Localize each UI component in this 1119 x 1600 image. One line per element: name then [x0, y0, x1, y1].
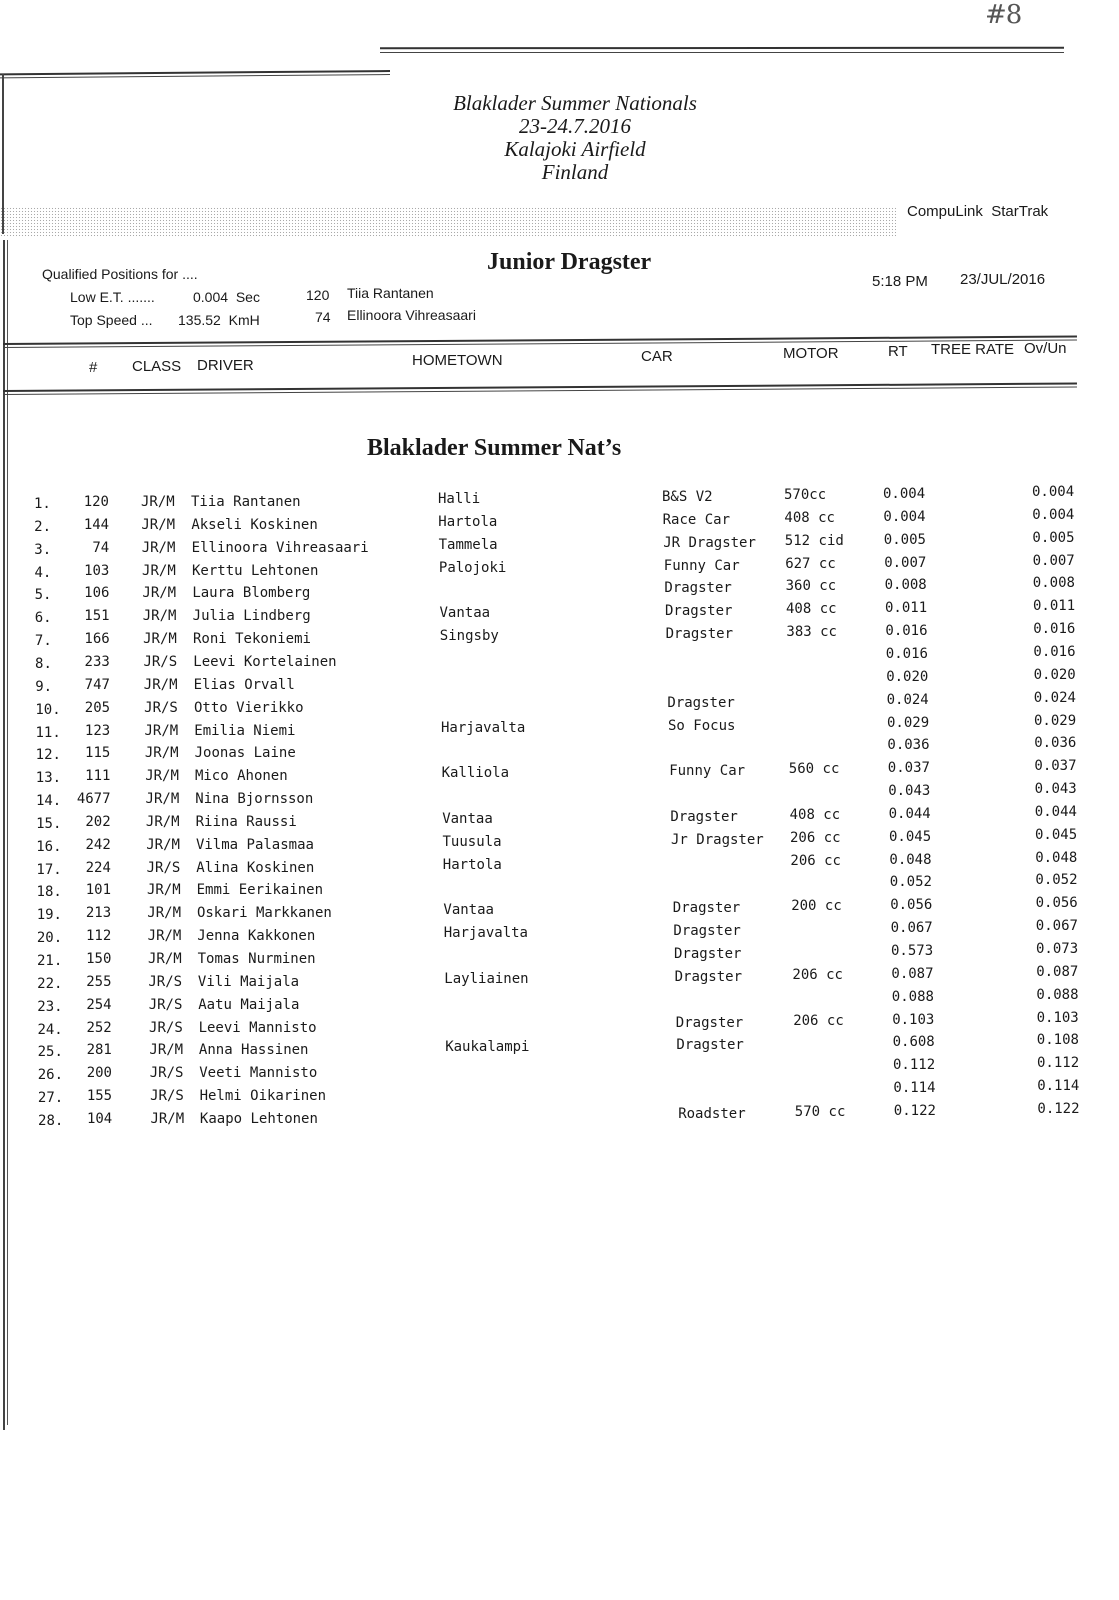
class-cell: JR/M — [141, 516, 176, 533]
rt-cell: 0.103 — [892, 1011, 935, 1028]
hometown-cell: Layliainen — [444, 970, 529, 987]
position-cell: 6. — [34, 610, 52, 627]
hometown-cell: Harjavalta — [441, 719, 526, 736]
ov-un-cell: 0.037 — [1034, 758, 1077, 775]
position-cell: 17. — [36, 861, 62, 878]
rt-cell: 0.573 — [891, 943, 934, 959]
driver-cell: Vili Maijala — [197, 973, 300, 990]
position-cell: 4. — [34, 564, 52, 581]
class-cell: JR/M — [145, 768, 179, 785]
class-cell: JR/M — [145, 813, 180, 830]
car-number-cell: 213 — [85, 905, 112, 922]
top-rule-right — [380, 47, 1064, 50]
table-row — [0, 872, 1119, 904]
driver-cell: Mico Ahonen — [194, 768, 288, 785]
car-number-cell: 74 — [92, 539, 110, 556]
position-cell: 13. — [35, 770, 62, 787]
table-row — [0, 758, 1119, 790]
top-speed-car-number: 74 — [315, 309, 331, 325]
hometown-cell: Harjavalta — [443, 925, 528, 942]
col-header-ov-un: Ov/Un — [1024, 340, 1067, 357]
col-header-driver: DRIVER — [197, 357, 254, 374]
class-cell: JR/S — [150, 1088, 184, 1105]
rt-cell: 0.114 — [893, 1080, 936, 1097]
class-cell: JR/S — [144, 699, 178, 716]
table-row — [0, 689, 1119, 722]
class-cell: JR/M — [142, 608, 177, 625]
car-cell: Funny Car — [663, 557, 740, 574]
position-cell: 24. — [37, 1021, 63, 1038]
hometown-cell: Kalliola — [441, 765, 510, 782]
ov-un-cell: 0.052 — [1035, 872, 1078, 889]
car-number-cell: 4677 — [76, 791, 111, 808]
motor-cell: 200 cc — [791, 898, 842, 915]
event-country: Finland — [541, 160, 609, 184]
rt-cell: 0.024 — [886, 691, 929, 708]
position-cell: 19. — [36, 907, 62, 924]
col-header-rt: RT — [888, 343, 908, 360]
ov-un-cell: 0.007 — [1032, 552, 1075, 569]
table-row — [0, 986, 1119, 1019]
ov-un-cell: 0.008 — [1032, 575, 1075, 592]
position-cell: 25. — [37, 1044, 63, 1061]
ov-un-cell: 0.011 — [1033, 598, 1076, 615]
class-cell: JR/M — [149, 1042, 184, 1059]
rt-cell: 0.067 — [890, 920, 933, 937]
motor-cell: 206 cc — [793, 1012, 844, 1029]
ov-un-cell: 0.020 — [1033, 666, 1076, 683]
hometown-cell: Kaukalampi — [445, 1039, 530, 1056]
car-number-cell: 242 — [85, 836, 111, 853]
col-header-tree-rate: TREE RATE — [931, 341, 1015, 358]
motor-cell: 512 cid — [784, 532, 844, 549]
table-row — [0, 529, 1119, 562]
position-cell: 16. — [36, 838, 62, 855]
hometown-cell: Halli — [438, 491, 481, 507]
car-number-cell: 101 — [85, 882, 112, 899]
car-number-cell: 150 — [86, 951, 112, 967]
table-row — [0, 849, 1119, 882]
driver-cell: Tiia Rantanen — [191, 494, 301, 510]
table-row — [0, 1078, 1119, 1110]
class-cell: JR/M — [142, 562, 176, 579]
car-cell: Dragster — [664, 580, 732, 597]
rt-cell: 0.608 — [892, 1034, 935, 1051]
position-cell: 20. — [36, 930, 63, 947]
rt-cell: 0.056 — [890, 897, 933, 914]
driver-cell: Aatu Maijala — [198, 996, 300, 1013]
rt-cell: 0.029 — [887, 714, 930, 731]
class-cell: JR/M — [145, 791, 180, 808]
hometown-cell: Vantaa — [439, 605, 491, 622]
car-cell: Dragster — [674, 946, 742, 962]
car-number-cell: 166 — [84, 631, 110, 648]
rt-cell: 0.020 — [886, 668, 929, 685]
low-et-driver: Tiia Rantanen — [347, 285, 434, 301]
top-rule-right-inner — [380, 52, 1064, 53]
driver-cell: Nina Bjornsson — [195, 791, 314, 808]
car-cell: Dragster — [667, 694, 735, 711]
position-cell: 5. — [34, 587, 52, 604]
table-row — [0, 895, 1119, 927]
rt-cell: 0.011 — [885, 600, 928, 617]
class-cell: JR/M — [146, 836, 180, 853]
col-header-car: CAR — [641, 348, 673, 365]
position-cell: 11. — [35, 724, 61, 741]
rt-cell: 0.045 — [889, 828, 932, 845]
rt-cell: 0.004 — [883, 486, 926, 502]
event-header — [380, 92, 770, 184]
position-cell: 8. — [35, 655, 52, 672]
class-cell: JR/S — [148, 996, 183, 1013]
motor-cell: 560 cc — [788, 761, 840, 778]
rt-cell: 0.122 — [893, 1102, 936, 1119]
driver-cell: Leevi Kortelainen — [193, 653, 337, 670]
driver-cell: Julia Lindberg — [192, 608, 311, 625]
hometown-cell: Palojoki — [438, 559, 507, 576]
table-row — [0, 826, 1119, 859]
driver-cell: Akseli Koskinen — [191, 516, 318, 533]
ov-un-cell: 0.036 — [1034, 735, 1077, 752]
car-cell: Dragster — [670, 808, 738, 825]
table-row — [0, 575, 1119, 607]
hometown-cell: Hartola — [442, 856, 502, 873]
position-cell: 3. — [34, 541, 52, 558]
rt-cell: 0.016 — [885, 645, 928, 662]
class-cell: JR/M — [150, 1110, 185, 1127]
ov-un-cell: 0.004 — [1032, 506, 1075, 523]
table-row — [0, 484, 1119, 516]
rt-cell: 0.016 — [885, 623, 928, 640]
rt-cell: 0.088 — [891, 988, 934, 1005]
ov-un-cell: 0.029 — [1034, 712, 1077, 729]
car-number-cell: 252 — [86, 1019, 112, 1036]
car-number-cell: 202 — [85, 813, 111, 830]
ov-un-cell: 0.005 — [1032, 529, 1075, 546]
position-cell: 27. — [37, 1090, 64, 1107]
driver-cell: Riina Raussi — [195, 813, 297, 830]
table-row — [0, 1100, 1119, 1133]
hometown-cell: Tammela — [438, 536, 498, 553]
rt-cell: 0.112 — [893, 1057, 936, 1074]
class-cell: JR/S — [148, 973, 183, 990]
table-row — [0, 963, 1119, 996]
motor-cell: 206 cc — [790, 829, 841, 846]
rt-cell: 0.043 — [888, 783, 931, 800]
driver-cell: Oskari Markkanen — [196, 905, 332, 922]
ov-un-cell: 0.103 — [1036, 1009, 1079, 1026]
handwritten-page-mark: #8 — [985, 0, 1022, 30]
class-cell: JR/M — [143, 676, 178, 693]
driver-cell: Otto Vierikko — [193, 699, 304, 716]
car-cell: Funny Car — [669, 763, 746, 780]
col-header-hometown: HOMETOWN — [412, 352, 503, 369]
low-et-value: 0.004 Sec — [193, 289, 260, 305]
class-cell: JR/M — [142, 585, 177, 602]
table-row — [0, 598, 1119, 630]
driver-cell: Helmi Oikarinen — [199, 1088, 327, 1105]
class-cell: JR/M — [148, 951, 182, 967]
col-header-class: CLASS — [132, 358, 182, 375]
driver-cell: Veeti Mannisto — [199, 1065, 318, 1082]
car-cell: Dragster — [676, 1037, 744, 1054]
class-title: Junior Dragster — [487, 249, 652, 275]
rt-cell: 0.004 — [883, 508, 926, 525]
dotted-band — [0, 207, 896, 237]
driver-cell: Emmi Eerikainen — [196, 882, 324, 899]
position-cell: 15. — [36, 815, 62, 832]
position-cell: 2. — [34, 518, 51, 535]
report-date: 23/JUL/2016 — [960, 271, 1046, 288]
car-cell: Jr Dragster — [671, 831, 764, 848]
motor-cell: 206 cc — [790, 852, 841, 869]
driver-cell: Jenna Kakkonen — [197, 928, 316, 945]
car-number-cell: 123 — [84, 722, 111, 739]
driver-cell: Joonas Laine — [194, 745, 296, 762]
table-row — [0, 1055, 1119, 1087]
hometown-cell: Tuusula — [442, 833, 502, 850]
car-number-cell: 200 — [86, 1065, 112, 1082]
event-name: Blaklader Summer Nationals — [453, 91, 697, 115]
table-row — [0, 803, 1119, 836]
driver-cell: Emilia Niemi — [194, 722, 296, 739]
event-dates: 23-24.7.2016 — [519, 114, 631, 138]
car-number-cell: 205 — [84, 699, 111, 716]
qualified-heading: Qualified Positions for .... — [42, 266, 198, 282]
car-number-cell: 106 — [84, 585, 110, 602]
driver-cell: Elias Orvall — [193, 676, 295, 693]
ov-un-cell: 0.073 — [1036, 941, 1079, 957]
position-cell: 26. — [37, 1067, 64, 1084]
table-row — [0, 941, 1119, 973]
car-cell: Dragster — [665, 603, 733, 620]
car-number-cell: 224 — [85, 859, 111, 876]
motor-cell: 206 cc — [792, 966, 843, 983]
ov-un-cell: 0.112 — [1037, 1055, 1080, 1072]
rt-cell: 0.044 — [888, 805, 931, 822]
car-cell: So Focus — [668, 717, 736, 734]
car-number-cell: 104 — [86, 1110, 113, 1127]
ov-un-cell: 0.114 — [1037, 1078, 1080, 1095]
hometown-cell: Vantaa — [443, 902, 494, 919]
rt-cell: 0.005 — [883, 531, 926, 548]
hometown-cell: Singsby — [439, 628, 499, 645]
rt-cell: 0.007 — [884, 554, 927, 571]
low-et-label: Low E.T. ....... — [70, 289, 155, 305]
ov-un-cell: 0.056 — [1035, 895, 1078, 912]
table-row — [0, 643, 1119, 676]
driver-cell: Leevi Mannisto — [198, 1019, 317, 1036]
top-speed-value: 135.52 KmH — [178, 312, 260, 328]
driver-cell: Roni Tekoniemi — [192, 631, 311, 648]
position-cell: 28. — [38, 1112, 64, 1129]
driver-cell: Anna Hassinen — [198, 1042, 309, 1059]
rt-cell: 0.087 — [891, 965, 934, 982]
rt-cell: 0.008 — [884, 577, 927, 594]
low-et-car-number: 120 — [306, 287, 330, 303]
rt-cell: 0.048 — [889, 851, 932, 868]
car-cell: B&S V2 — [662, 489, 713, 505]
class-cell: JR/M — [144, 745, 179, 762]
class-cell: JR/M — [147, 928, 182, 945]
ov-un-cell: 0.045 — [1035, 826, 1078, 843]
car-number-cell: 255 — [86, 973, 112, 990]
car-number-cell: 115 — [85, 745, 111, 762]
class-cell: JR/M — [141, 494, 175, 510]
motor-cell: 627 cc — [785, 555, 836, 572]
position-cell: 18. — [36, 884, 62, 901]
motor-cell: 408 cc — [786, 601, 837, 618]
car-cell: Dragster — [673, 923, 741, 940]
software-brand: CompuLink StarTrak — [907, 203, 1049, 220]
ov-un-cell: 0.087 — [1036, 963, 1079, 980]
ov-un-cell: 0.122 — [1037, 1100, 1080, 1117]
table-row — [0, 1009, 1119, 1042]
position-cell: 21. — [37, 953, 63, 969]
motor-cell: 570 cc — [794, 1103, 846, 1120]
driver-cell: Alina Koskinen — [196, 859, 315, 876]
car-cell: JR Dragster — [663, 534, 756, 551]
car-cell: Dragster — [675, 1014, 744, 1031]
ov-un-cell: 0.043 — [1034, 781, 1077, 798]
driver-cell: Kaapo Lehtonen — [199, 1110, 318, 1127]
table-row — [0, 918, 1119, 950]
top-speed-driver: Ellinoora Vihreasaari — [347, 307, 476, 323]
driver-cell: Ellinoora Vihreasaari — [191, 539, 369, 556]
motor-cell: 383 cc — [786, 624, 837, 641]
car-cell: Dragster — [672, 900, 741, 917]
col-header-motor: MOTOR — [783, 345, 839, 362]
motor-cell: 408 cc — [784, 509, 835, 526]
class-cell: JR/S — [149, 1019, 183, 1036]
motor-cell: 360 cc — [785, 578, 837, 595]
class-cell: JR/M — [147, 905, 182, 922]
hometown-cell: Vantaa — [442, 810, 493, 827]
ov-un-cell: 0.067 — [1035, 918, 1078, 935]
driver-cell: Kerttu Lehtonen — [191, 562, 319, 579]
position-cell: 23. — [37, 998, 63, 1015]
class-cell: JR/M — [141, 539, 176, 556]
ov-un-cell: 0.004 — [1032, 484, 1075, 500]
ov-un-cell: 0.024 — [1033, 689, 1076, 706]
hometown-cell: Hartola — [438, 513, 498, 530]
class-cell: JR/M — [144, 722, 179, 739]
ov-un-cell: 0.108 — [1036, 1032, 1079, 1049]
car-number-cell: 281 — [86, 1042, 112, 1059]
driver-cell: Tomas Nurminen — [197, 951, 316, 967]
ov-un-cell: 0.048 — [1035, 849, 1078, 866]
position-cell: 12. — [35, 747, 61, 764]
col-header-number: # — [89, 359, 98, 376]
ov-un-cell: 0.044 — [1034, 803, 1077, 820]
position-cell: 7. — [34, 633, 52, 650]
driver-cell: Vilma Palasmaa — [195, 836, 314, 853]
position-cell: 22. — [37, 975, 63, 992]
position-cell: 10. — [35, 701, 61, 718]
table-row — [0, 1032, 1119, 1064]
ov-un-cell: 0.088 — [1036, 986, 1079, 1003]
table-row — [0, 621, 1119, 653]
section-title: Blaklader Summer Nat’s — [367, 435, 622, 461]
car-number-cell: 747 — [84, 676, 110, 693]
rt-cell: 0.052 — [889, 874, 932, 891]
position-cell: 1. — [34, 496, 51, 512]
table-row — [0, 781, 1119, 813]
class-cell: JR/S — [143, 653, 178, 670]
rt-cell: 0.037 — [887, 760, 930, 777]
car-cell: Dragster — [674, 968, 743, 985]
rt-cell: 0.036 — [887, 737, 930, 754]
driver-cell: Laura Blomberg — [192, 585, 311, 602]
report-time: 5:18 PM — [872, 273, 928, 290]
car-cell: Race Car — [662, 511, 731, 528]
car-number-cell: 120 — [83, 494, 109, 510]
class-cell: JR/S — [146, 859, 181, 876]
event-venue: Kalajoki Airfield — [504, 137, 646, 161]
position-cell: 9. — [35, 678, 53, 695]
car-cell: Roadster — [678, 1105, 746, 1122]
car-number-cell: 111 — [85, 768, 111, 785]
car-number-cell: 103 — [84, 562, 110, 579]
car-number-cell: 233 — [84, 653, 110, 670]
car-number-cell: 151 — [84, 608, 110, 625]
table-row — [0, 735, 1119, 767]
ov-un-cell: 0.016 — [1033, 621, 1076, 638]
class-cell: JR/M — [143, 631, 177, 648]
top-speed-label: Top Speed ... — [70, 312, 153, 328]
car-number-cell: 144 — [83, 516, 110, 533]
table-row — [0, 552, 1119, 585]
car-number-cell: 254 — [86, 996, 112, 1013]
class-cell: JR/S — [149, 1065, 184, 1082]
motor-cell: 570cc — [784, 487, 827, 503]
table-row — [0, 712, 1119, 745]
table-row — [0, 506, 1119, 539]
car-cell: Dragster — [665, 626, 734, 643]
car-number-cell: 112 — [85, 928, 112, 945]
class-cell: JR/M — [146, 882, 181, 899]
motor-cell: 408 cc — [789, 806, 841, 823]
position-cell: 14. — [35, 793, 62, 810]
table-row — [0, 666, 1119, 699]
car-number-cell: 155 — [86, 1088, 113, 1105]
ov-un-cell: 0.016 — [1033, 643, 1076, 660]
